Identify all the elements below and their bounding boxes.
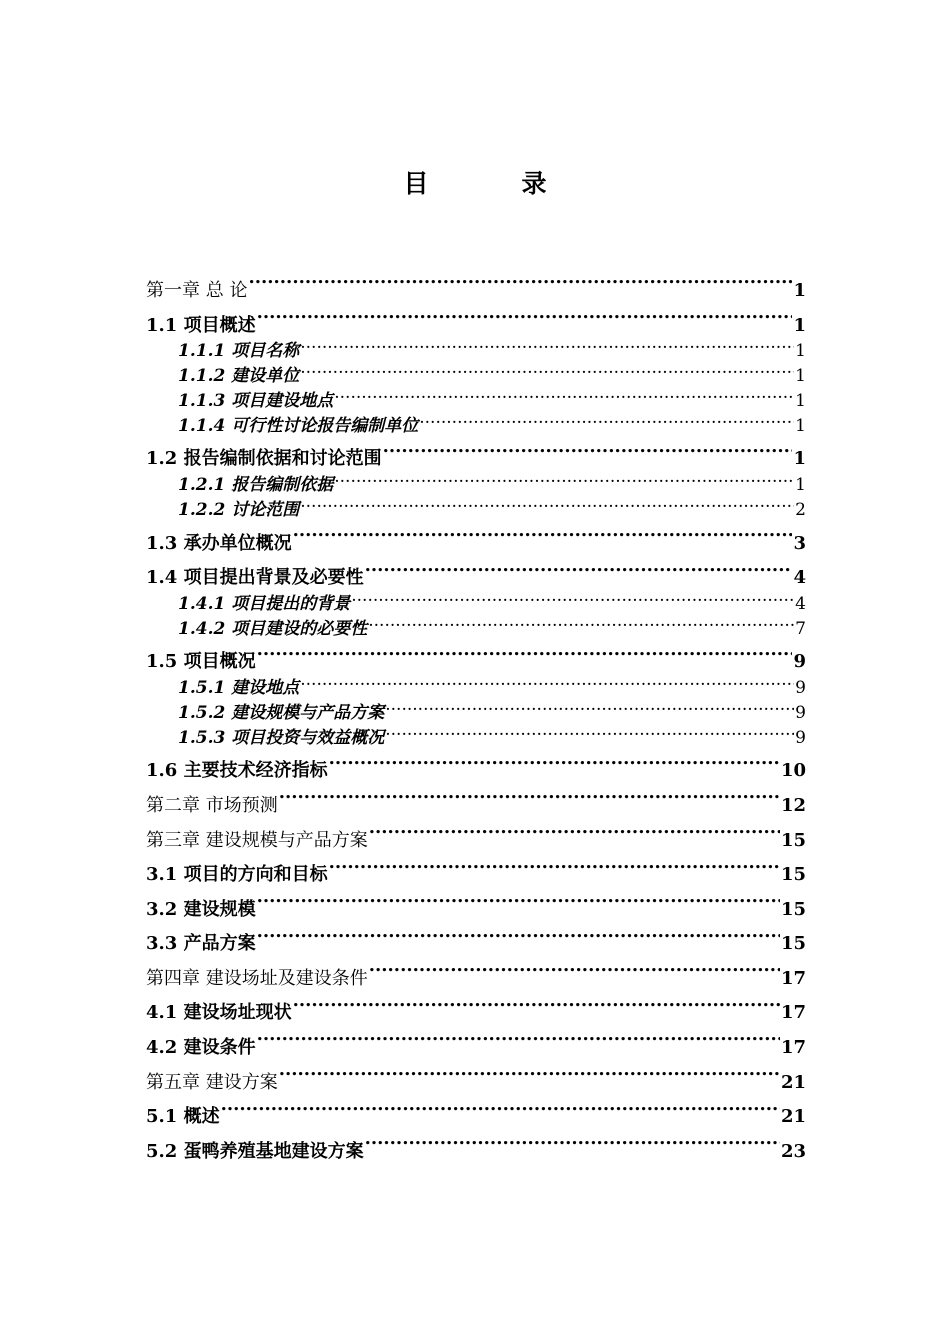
toc-entry-label: 1.1.2 建设单位 xyxy=(178,365,300,386)
toc-entry-label: 1.4.1 项目提出的背景 xyxy=(178,593,351,614)
toc-page-number: 4 xyxy=(795,593,806,614)
toc-entry[interactable] xyxy=(146,442,806,477)
toc-dot-leader xyxy=(279,1070,780,1088)
toc-page-number: 3 xyxy=(793,532,806,554)
toc-dot-leader xyxy=(369,828,780,846)
toc-page-number: 1 xyxy=(795,474,806,495)
toc-entry-label: 1.5.2 建设规模与产品方案 xyxy=(178,702,385,723)
toc-page-number: 1 xyxy=(793,280,806,301)
toc-entry-label: 1.1 项目概述 xyxy=(146,314,256,336)
toc-page-number: 21 xyxy=(780,1071,806,1093)
toc-dot-leader xyxy=(329,758,780,776)
toc-entry[interactable] xyxy=(146,1100,806,1135)
toc-page-number: 1 xyxy=(795,365,806,386)
toc-dot-leader xyxy=(300,364,794,381)
toc-subentry[interactable] xyxy=(146,617,806,642)
toc-entry-label: 5.2 蛋鸭养殖基地建设方案 xyxy=(146,1140,364,1162)
toc-page-number: 15 xyxy=(780,864,806,886)
toc-dot-leader xyxy=(257,931,780,949)
toc-subentry[interactable] xyxy=(146,364,806,389)
toc-entry-label: 3.1 项目的方向和目标 xyxy=(146,864,328,886)
toc-entry[interactable] xyxy=(146,927,806,962)
toc-subentry[interactable] xyxy=(146,701,806,726)
toc-page-number: 23 xyxy=(780,1140,806,1162)
toc-entry-label: 5.1 概述 xyxy=(146,1106,220,1128)
toc-entry[interactable] xyxy=(146,561,806,596)
toc-dot-leader xyxy=(383,446,793,464)
toc-page-number: 17 xyxy=(780,967,806,989)
toc-entry-label: 3.3 产品方案 xyxy=(146,933,256,955)
toc-entry-label: 第二章 市场预测 xyxy=(146,794,278,816)
toc-entry-label: 第五章 建设方案 xyxy=(146,1071,278,1093)
toc-page-number: 9 xyxy=(795,702,806,723)
toc-entry[interactable] xyxy=(146,858,806,893)
toc-dot-leader xyxy=(257,649,793,667)
toc-entry-label: 1.5.3 项目投资与效益概况 xyxy=(178,727,385,748)
toc-page-number: 2 xyxy=(795,499,806,520)
toc-dot-leader xyxy=(221,1104,780,1122)
toc-dot-leader xyxy=(257,1035,780,1053)
toc-entry[interactable] xyxy=(146,996,806,1031)
toc-dot-leader xyxy=(248,278,792,296)
toc-entry[interactable] xyxy=(146,789,806,824)
toc-entry-label: 第三章 建设规模与产品方案 xyxy=(146,829,368,851)
toc-dot-leader xyxy=(369,966,780,984)
toc-page-number: 15 xyxy=(780,933,806,955)
toc-entry-label: 1.1.3 项目建设地点 xyxy=(178,390,334,411)
toc-entry[interactable] xyxy=(146,1031,806,1066)
toc-page-number: 21 xyxy=(780,1106,806,1128)
toc-entry[interactable] xyxy=(146,645,806,680)
toc-page-number: 9 xyxy=(795,677,806,698)
toc-entry[interactable] xyxy=(146,309,806,344)
toc-dot-leader xyxy=(368,617,794,634)
toc-dot-leader xyxy=(257,897,780,915)
toc-dot-leader xyxy=(334,473,794,490)
toc-page-number: 1 xyxy=(795,390,806,411)
toc-page-number: 15 xyxy=(780,898,806,920)
toc-dot-leader xyxy=(419,414,794,431)
toc-entry[interactable] xyxy=(146,1135,806,1170)
toc-page-number: 1 xyxy=(795,341,806,362)
toc-dot-leader xyxy=(385,726,794,743)
toc-entry-label: 第四章 建设场址及建设条件 xyxy=(146,967,368,989)
toc-entry-label: 1.1.4 可行性讨论报告编制单位 xyxy=(178,415,419,436)
toc-entry-label: 1.5 项目概况 xyxy=(146,651,256,673)
toc-subentry[interactable] xyxy=(146,592,806,617)
toc-entry-label: 1.2.2 讨论范围 xyxy=(178,499,300,520)
toc-subentry[interactable] xyxy=(146,339,806,364)
toc-dot-leader xyxy=(329,862,780,880)
toc-dot-leader xyxy=(300,676,794,693)
toc-dot-leader xyxy=(351,592,794,609)
toc-entry-label: 1.3 承办单位概况 xyxy=(146,532,292,554)
toc-subentry[interactable] xyxy=(146,676,806,701)
toc-dot-leader xyxy=(365,565,793,583)
toc-dot-leader xyxy=(279,793,780,811)
toc-subentry[interactable] xyxy=(146,473,806,498)
toc-page-number: 9 xyxy=(793,651,806,673)
toc-dot-leader xyxy=(300,498,794,515)
toc-subentry[interactable] xyxy=(146,389,806,414)
toc-page-number: 1 xyxy=(795,415,806,436)
toc-dot-leader xyxy=(257,313,793,331)
toc-entry-label: 1.1.1 项目名称 xyxy=(178,341,300,362)
toc-dot-leader xyxy=(385,701,794,718)
toc-subentry[interactable] xyxy=(146,414,806,439)
toc-subentry[interactable] xyxy=(146,498,806,523)
toc-page-number: 17 xyxy=(780,1037,806,1059)
toc-page-number: 12 xyxy=(780,794,806,816)
toc-dot-leader xyxy=(293,1000,780,1018)
toc-page-number: 4 xyxy=(793,567,806,589)
toc-entry[interactable] xyxy=(146,893,806,928)
toc-page-number: 9 xyxy=(795,727,806,748)
toc-entry-label: 4.2 建设条件 xyxy=(146,1037,256,1059)
toc-entry-label: 1.5.1 建设地点 xyxy=(178,677,300,698)
toc-entry[interactable] xyxy=(146,274,806,309)
toc-dot-leader xyxy=(334,389,794,406)
toc-entry[interactable] xyxy=(146,824,806,859)
toc-entry-label: 1.4 项目提出背景及必要性 xyxy=(146,567,364,589)
toc-page-number: 1 xyxy=(793,448,806,470)
toc-page-number: 1 xyxy=(793,314,806,336)
toc-page-number: 17 xyxy=(780,1002,806,1024)
toc-entry-label: 第一章 总 论 xyxy=(146,280,248,301)
table-of-contents xyxy=(146,274,806,1169)
toc-page-number: 7 xyxy=(795,618,806,639)
toc-title: 目 录 xyxy=(403,169,581,198)
toc-entry-label: 1.2.1 报告编制依据 xyxy=(178,474,334,495)
toc-subentry[interactable] xyxy=(146,726,806,751)
toc-entry[interactable] xyxy=(146,962,806,997)
toc-entry[interactable] xyxy=(146,1066,806,1101)
toc-entry-label: 1.6 主要技术经济指标 xyxy=(146,760,328,782)
toc-entry-label: 1.2 报告编制依据和讨论范围 xyxy=(146,448,382,470)
toc-entry-label: 1.4.2 项目建设的必要性 xyxy=(178,618,368,639)
toc-entry-label: 4.1 建设场址现状 xyxy=(146,1002,292,1024)
toc-entry[interactable] xyxy=(146,754,806,789)
toc-dot-leader xyxy=(300,339,794,356)
toc-entry[interactable] xyxy=(146,527,806,562)
toc-dot-leader xyxy=(293,531,793,549)
toc-entry-label: 3.2 建设规模 xyxy=(146,898,256,920)
toc-page-number: 15 xyxy=(780,829,806,851)
toc-page-number: 10 xyxy=(780,760,806,782)
toc-dot-leader xyxy=(365,1139,780,1157)
